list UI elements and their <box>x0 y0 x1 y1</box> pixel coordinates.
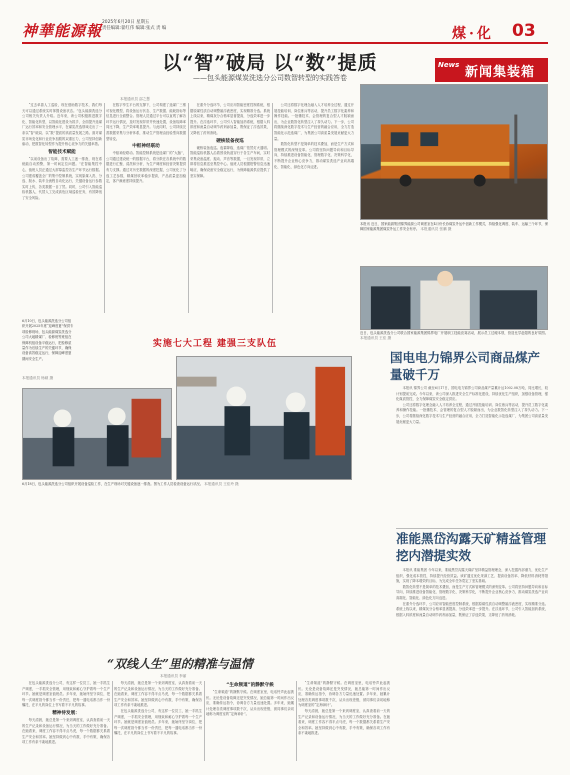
second-article-byline: 本报通讯员 李丽 <box>160 674 187 678</box>
right-article-1-body <box>396 386 548 526</box>
second-article-paragraph: 在包头能源洗选分公司，有这样一位员工，她一手抓生产调度，一手抓安全管理，用细致和耐心守护着每一个生产环节。她就是调度室值班员。多年来，她始终坚守岗位，把每一次调度指令都当作一份责任，把每一通电话都当作一份嘱托，在平凡的岗位上书写着不平凡的故事。 <box>114 708 202 736</box>
equipment-illustration <box>177 357 351 479</box>
right-article-paragraph: 在重介分选环节，公司应用智能密度控制系统，根据原煤性质自动调整悬浮液密度，实现精准分选。系统上线以来，精煤灰分合格率显著提高，分选效率进一步提升。在浮选环节，公司引入智能加药系统，根据入料浓度和流量自动调节药剂添加量，既保证了浮选效果，又降低了药剂消耗。 <box>396 601 548 617</box>
column-divider <box>204 681 205 761</box>
second-article-paragraph: “生命频道”的静默守候。在调度室里，电话铃声此起彼伏。无论是设备故障还是突发情况，她总能第一时间作出反应，准确传达指令，协调各方力量迅速处置。多年来，她累计处理各类调度事项数千次，从未出现差错，被同事们亲切地称为调度室的“定海神针”。 <box>206 690 294 717</box>
lead-column-3 <box>190 103 270 317</box>
column-divider <box>188 103 189 313</box>
lead-paragraph: “以前设备出了故障，需要人工逐一排查，现在系统能自动预警，第一时间定位问题。”在智能集控中心，值班人员正通过大屏幕监控各生产环节运行数据。公司建成覆盖全厂的集中控制系统，实现原煤入洗、分选、脱水、装车全流程自动化运行，关键设备运行参数实时上传，各类数据一目了然。同时，公司引入智能巡检机器人，代替人工完成高危区域巡检任务，有效降低了安全风险。 <box>22 156 102 200</box>
second-article-paragraph: 每天清晨，她总是第一个来到调度室，认真查看前一天的生产记录和设备运行情况，为当天的工作做好充分准备。在她看来，调度工作容不得半点马虎，每一个数据都关系着生产安全和效率。她坚持做到心中有数、手中有策，确保各项工作有条不紊地推进。 <box>114 681 202 708</box>
right-article-2-body <box>396 568 548 758</box>
lead-column-2 <box>106 103 186 317</box>
train-photo-caption: 本报讯 近日，国家能源集团锦界能源公司调度室在4月份长协煤炭外运中创新工作模式，持续强化调度、装车、运输三个环节，保障国家能源集团煤炭外运工作安全有序。 本报通讯员 张鹏 摄 <box>360 222 548 232</box>
second-article-paragraph: “生命频道”的静默守候。在调度室里，电话铃声此起彼伏。无论是设备故障还是突发情况，她总能第一时间作出反应，准确传达指令，协调各方力量迅速处置。多年来，她累计处理各类调度事项数千次，从未出现差错，被同事们亲切地称为调度室的“定海神针”。 <box>298 681 390 708</box>
right-article-paragraph: 公司还将数字化理念融入人才培养全过程，通过开展技能培训、岗位练兵等活动，提升员工数字化素养和操作技能。一批懂技术、会管理的复合型人才脱颖而出，为企业数智化转型注入了持久动力。下一步，公司将继续深化数字技术与生产经营的融合应用，全力打造智能化示范选煤厂，为集团公司高质量发展贡献更大力量。 <box>396 402 548 424</box>
photo-band-credit-left: 本报通讯员 杨硕 摄 <box>22 376 54 380</box>
issue-meta <box>102 20 166 32</box>
train-illustration <box>361 85 547 219</box>
second-article-column-3 <box>206 681 294 763</box>
lead-subheadline: ——包头能源煤炭洗选分公司数智转型的实践答卷 <box>193 74 347 82</box>
section-title: 煤·化 <box>452 26 494 42</box>
column-divider <box>104 103 105 313</box>
second-subhead-1: 精神待发展： <box>52 710 80 716</box>
staff-illustration <box>361 267 547 329</box>
second-article-paragraph: 每天清晨，她总是第一个来到调度室，认真查看前一天的生产记录和设备运行情况，为当天的工作做好充分准备。在她看来，调度工作容不得半点马虎，每一个数据都关系着生产安全和效率。她坚持做到心中有数、手中有策，确保各项工作有条不紊地推进。 <box>22 717 110 745</box>
lead-paragraph: 公司还将数字化理念融入人才培养全过程，通过开展技能培训、岗位练兵等活动，提升员工数字化素养和操作技能。一批懂技术、会管理的复合型人才脱颖而出，为企业数智化转型注入了持久动力。下一步，公司将继续深化数字技术与生产经营的融合应用，全力打造智能化示范选煤厂，为集团公司高质量发展贡献更大力量。 <box>274 103 354 141</box>
lead-paragraph: 硬核装备夜巡。夜幕降临，选煤厂依然灯火通明。智能巡检机器人沿着预设轨道穿行于各生产车间，实时采集设备温度、振动、声音等数据，一旦发现异常，立即将信息推送至集控中心。值班人员根据报警信息迅速响应，确保设备安全稳定运行，为保障能源供应提供了坚实保障。 <box>190 145 270 178</box>
lead-column-4 <box>274 103 354 317</box>
second-article-column-1 <box>22 681 110 763</box>
staff-photo <box>360 266 548 330</box>
masthead-rule <box>22 42 548 44</box>
news-banner-en: News <box>438 61 460 69</box>
train-photo <box>360 84 548 220</box>
second-article-column-4 <box>298 681 390 763</box>
photo-band-caption-left: 6月10日，包头能源洗选分公司组织开展2025年度“迎峰度夏”保供专项检修现场，包头能源煤炭洗选分公司大地精煤厂、检修班等班组在保障机组设备平稳运行，把检修质量作为后续生产的关键环节，确保设备高效稳定运行，保障迎峰度夏期间安全生产。 <box>22 319 74 361</box>
right-article-1-title: 国电电力锦界公司商品煤产量破千万 <box>390 350 541 382</box>
lead-column-1 <box>22 103 102 317</box>
news-banner <box>435 58 548 82</box>
news-banner-cn: 新闻集装箱 <box>465 65 536 80</box>
second-article-paragraph: 在包头能源洗选分公司，有这样一位员工，她一手抓生产调度，一手抓安全管理，用细致和耐心守护着每一个生产环节。她就是调度室值班员。多年来，她始终坚守岗位，把每一次调度指令都当作一份责任，把每一通电话都当作一份嘱托，在平凡的岗位上书写着不平凡的故事。 <box>22 681 110 708</box>
second-article-title: “双线人生”里的精准与温情 <box>107 657 253 671</box>
page-number: 03 <box>512 21 536 41</box>
right-article-paragraph: 本报讯 准能集团 今年以来，准能黑岱沟露天煤矿坚持精益管理理念，深入挖掘内部潜力，优化生产组织，强化成本管控，持续提升经营效益。该矿通过优化采剥工艺、提高设备效率、降低材料消耗等措施，实现了降本增效的目标，为完成全年任务奠定了坚实基础。 <box>396 568 548 584</box>
lead-paragraph: 中枢神经联动。智能控制系统是选煤厂的“大脑”，公司通过建设统一的数据平台，将分散在各系统中的数据进行汇聚、清洗和分析，为生产调度和经营决策提供有力支撑。通过对历史数据的深度挖掘，公司优化了分选工艺参数，精煤回收率稳步提高，产品质量更加稳定，客户满意度持续提升。 <box>106 151 186 184</box>
column-divider <box>296 681 297 761</box>
right-article-2-title: 准能黑岱沟露天矿精益管理挖内潜提实效 <box>396 531 547 563</box>
lead-paragraph: 在重介分选环节，公司应用智能密度控制系统，根据原煤性质自动调整悬浮液密度，实现精准分选。系统上线以来，精煤灰分合格率显著提高，分选效率进一步提升。在浮选环节，公司引入智能加药系统，根据入料浓度和流量自动调节药剂添加量，既保证了浮选效果，又降低了药剂消耗。 <box>190 103 270 135</box>
issue-date: 2025年6月20日 星期五 <box>102 20 150 25</box>
column-divider <box>112 681 113 761</box>
photo-band-title: 实施七大工程 建强三支队伍 <box>152 339 278 349</box>
right-article-paragraph: 数智化转型不是简单的技术叠加，而是生产方式和管理模式的深刻变革。公司将坚持问题导向和目标导向，持续推进设备智能化、管理数字化、决策科学化，不断提升企业核心竞争力，推动煤炭洗选产业向高端化、智能化、绿色化方向迈进。 <box>396 584 548 600</box>
lead-byline: 本报通讯员 邵之慧 <box>120 97 150 101</box>
staff-photo-caption: 近日，包头能源洗选分公司联合国家能源集团锦界电厂开展职工技能竞赛活动，展示员工过硬本领，营造比学赶超的良好氛围。 本报通讯员 王佳 摄 <box>360 331 548 341</box>
photo-credit: 本报通讯员 王佳 摄 <box>360 336 392 341</box>
lead-subhead-1: 智能技术赋能 <box>48 149 76 155</box>
section-divider <box>396 528 548 529</box>
inspection-photo-left <box>22 388 172 480</box>
lead-subhead-3: 硬核装备夜巡 <box>216 138 244 144</box>
issue-editors: 责任编辑:翟红伟 编辑:张式 责 编 <box>102 26 167 32</box>
lead-paragraph: 在数字孪生平台的支撑下，公司构建了选煤厂三维可视化模型，将设备运行状态、生产数据、能耗指标等信息进行全面整合。管理人员通过平台可以直观了解各环节运行情况，及时发现异常并快速处置，设备故障率同比下降，生产效率明显提升。与此同时，公司持续完善数据采集与分析体系，推动生产管理由经验型向数据型转变。 <box>106 103 186 141</box>
lead-headline: 以“智”破局 以“数”提质 <box>162 52 378 74</box>
lead-paragraph: 数智化转型不是简单的技术叠加，而是生产方式和管理模式的深刻变革。公司将坚持问题导向和目标导向，持续推进设备智能化、管理数字化、决策科学化，不断提升企业核心竞争力，推动煤炭洗选产业向高端化、智能化、绿色化方向迈进。 <box>274 142 354 169</box>
second-article-column-2 <box>114 681 202 763</box>
newspaper-logo: 神華能源報 <box>22 22 103 40</box>
column-divider <box>272 103 273 313</box>
right-article-paragraph: 本报讯 锦界公司 截至6月17日，国电电力锦界公司商品煤产量累计达1002.08万吨，同比增长，较计划提前完成。今年以来，该公司深入推进安全生产标准化建设，持续优化生产组织，加强设备管理，强化煤质管控，全力保障煤炭安全稳定供应。 <box>396 386 548 402</box>
lead-paragraph: “过去单靠人工巡检，现在借助数字技术，我们每天可以通过系统实时掌握设备状态。”包头能源洗选分公司相关负责人介绍。近年来，该公司积极推进数字化、智能化转型，以智能化建设为抓手，全面提升选煤厂运行效率和安全管理水平，在煤炭洗选领域走出了一条以“智”破局、以“数”提质的高质量发展之路。面对煤炭市场变化和行业竞争加剧的双重压力，公司坚持创新驱动，把数智化转型作为提升核心竞争力的关键举措。 <box>22 103 102 147</box>
lead-subhead-2: 中枢神经联动 <box>132 144 160 150</box>
photo-band-caption-mid: 6月18日，包头能源洗选分公司组织开展设备巡检工作，在生产现场对关键设备逐一排查。图为工作人员检查设备运行状况。 本报通讯员 王佳玲 摄 <box>22 482 239 486</box>
second-subhead-2: “生命频道”的静默守候 <box>226 683 274 688</box>
photo-credit: 本报通讯员 王佳玲 摄 <box>204 482 239 486</box>
workers-illustration <box>23 389 171 479</box>
inspection-photo-right <box>176 356 352 480</box>
second-article-paragraph: 每天清晨，她总是第一个来到调度室，认真查看前一天的生产记录和设备运行情况，为当天的工作做好充分准备。在她看来，调度工作容不得半点马虎，每一个数据都关系着生产安全和效率。她坚持做到心中有数、手中有策，确保各项工作有条不紊地推进。 <box>298 708 390 736</box>
photo-credit: 本报通讯员 张鹏 摄 <box>420 227 452 232</box>
